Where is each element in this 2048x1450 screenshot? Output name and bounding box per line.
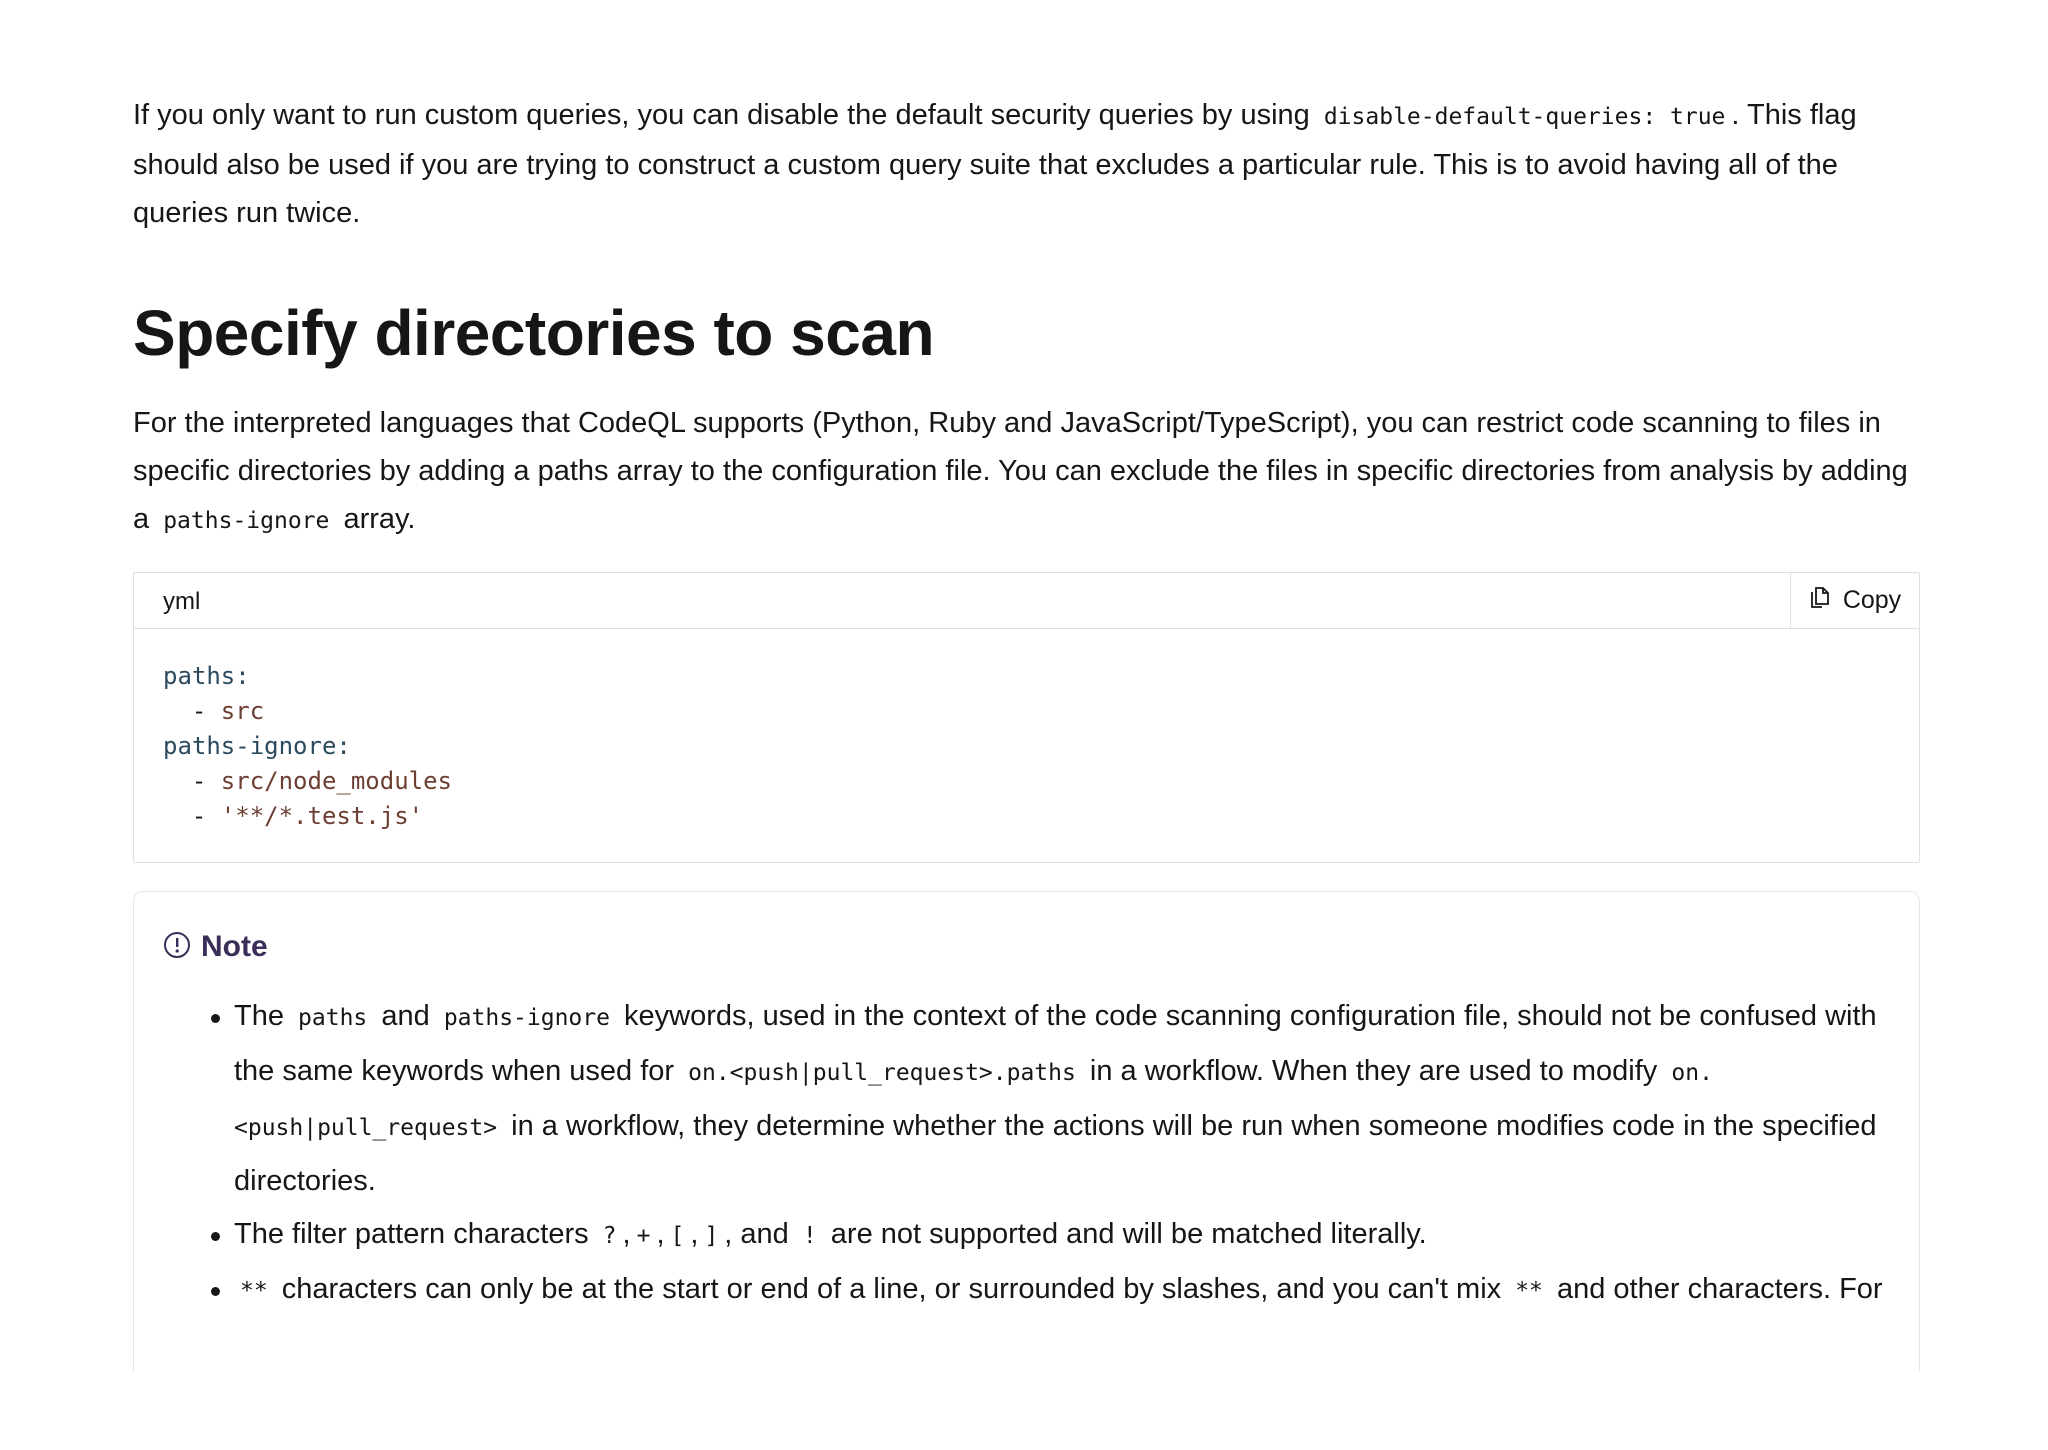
code-value: '**/*.test.js' [220,802,424,830]
inline-code: ] [704,1223,719,1249]
inline-code: ** [240,1278,268,1304]
section-paragraph [133,399,1920,545]
code-line [163,764,1890,799]
code-block-header [134,573,1919,629]
code-block [133,572,1920,863]
code-line [163,694,1890,729]
note-text: , [622,1218,631,1250]
copy-button[interactable] [1790,573,1919,628]
copy-label: Copy [1842,586,1902,614]
code-value: src/node_modules [220,767,452,795]
section-heading: Specify directories to scan [133,297,935,369]
code-dash: - [163,802,221,830]
info-icon [163,931,191,964]
inline-code: on.<push|pull_request>.paths [688,1060,1076,1086]
note-text: , [690,1218,699,1250]
code-dash: - [163,767,221,795]
note-text: are not supported and will be matched literally. [830,1218,1427,1250]
note-text: in a workflow. When they are used to modify [1089,1055,1658,1087]
inline-code: [ [670,1223,685,1249]
inline-code: on.<push|pull_request> [234,1060,1713,1141]
intro-text-1: If you only want to run custom queries, you can disable the default security queries by using [133,99,1310,131]
note-callout [133,891,1920,1372]
inline-code: paths-ignore [163,508,330,534]
intro-paragraph [133,91,1920,237]
intro-text-2: . This flag should also be used if you are trying to construct a custom query suite that excludes a particular rule. This is to avoid having all of the queries run twice. [133,99,1857,229]
inline-code: ! [802,1223,817,1249]
code-line [163,659,1890,694]
code-key: paths-ignore: [163,732,351,760]
code-language-label: yml [163,588,201,615]
note-text: , and [724,1218,789,1250]
inline-code: paths [298,1005,368,1031]
code-key: paths: [163,662,250,690]
note-text: characters can only be at the start or end of a line, or surrounded by slashes, and you can't mix [281,1273,1502,1305]
code-body [134,629,1919,834]
note-text: and other characters. For [1556,1273,1883,1305]
note-text: The filter pattern characters [234,1218,589,1250]
inline-code: + [636,1223,651,1249]
note-text: in a workflow, they determine whether the actions will be run when someone modifies code in the specified directories. [234,1110,1877,1197]
list-item [234,1208,1894,1263]
note-header [163,930,268,964]
inline-code: paths-ignore [443,1005,610,1031]
note-text: and [381,1000,430,1032]
code-line [163,799,1890,834]
note-text: , [656,1218,665,1250]
list-item [234,1263,1894,1318]
section-text-2: array. [343,503,416,535]
code-line [163,729,1890,764]
inline-code: ** [1515,1278,1543,1304]
note-text: The [234,1000,284,1032]
note-text: keywords, used in the context of the code scanning configuration file, should not be confused with the same keywords when used for [234,1000,1877,1087]
note-title: Note [201,930,268,963]
inline-code: ? [602,1223,617,1249]
code-dash: - [163,697,221,725]
copy-icon [1809,586,1831,615]
code-value: src [220,697,265,725]
note-list [234,990,1894,1318]
list-item [234,990,1894,1208]
section-text-1: For the interpreted languages that CodeQL supports (Python, Ruby and JavaScript/TypeScript), you can restrict code scanning to files in specific directories by adding a paths array to the configuration file. You can exclude the files in specific directories from analysis by adding a [133,407,1908,535]
inline-code: disable-default-queries: true [1323,104,1726,130]
